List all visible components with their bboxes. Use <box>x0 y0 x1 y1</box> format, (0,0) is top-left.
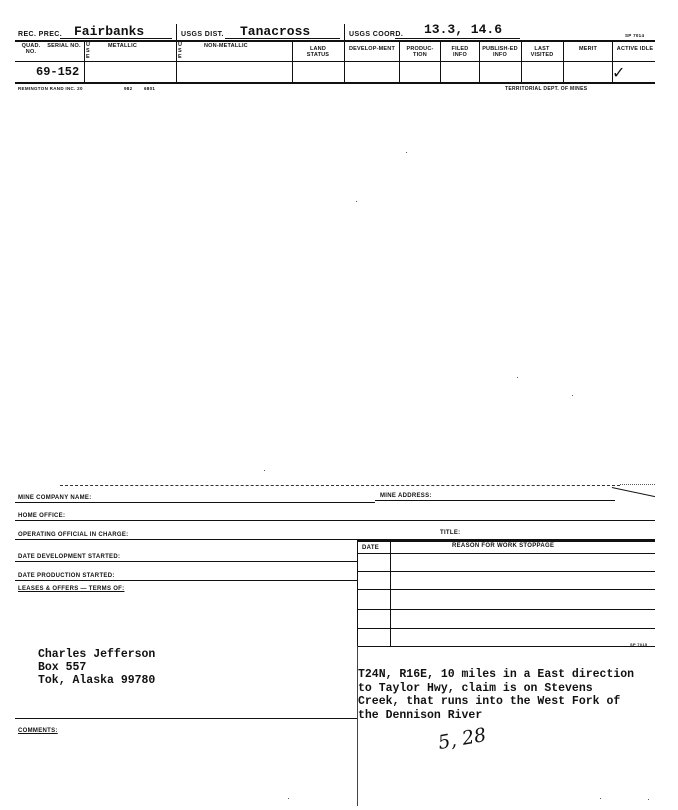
stoppage-left-border <box>357 540 358 646</box>
owner-name: Charles Jefferson <box>38 648 156 661</box>
stoppage-row-1 <box>357 571 655 572</box>
date-dev-line <box>15 561 357 562</box>
top-grid-line-3 <box>15 82 655 84</box>
usgs-dist-value: Tanacross <box>240 24 311 39</box>
hdr-metallic: METALLIC <box>108 43 137 49</box>
comments-label: COMMENTS: <box>18 728 58 734</box>
top-grid-line-1 <box>15 40 655 42</box>
hdr-development: DEVELOP-MENT <box>348 46 396 52</box>
date-dev-started-label: DATE DEVELOPMENT STARTED: <box>18 554 121 560</box>
usgs-dist-label: USGS DIST. <box>181 31 224 38</box>
hdr-last-visited: LAST VISITED <box>530 46 554 58</box>
stoppage-date-divider <box>390 540 391 646</box>
stoppage-table-top <box>357 540 655 542</box>
hdr-production: PRODUC-TION <box>406 46 434 58</box>
speck <box>517 377 518 378</box>
speck <box>600 798 601 799</box>
location-line-1: T24N, R16E, 10 miles in a East direction <box>358 668 635 681</box>
hdr-use-prefix-nonmetallic: U S E <box>178 42 183 60</box>
usgs-coord-underline <box>395 38 520 39</box>
usgs-coord-label: USGS COORD. <box>349 31 404 38</box>
date-prod-line <box>15 580 357 581</box>
top-form-number: SP 7014 <box>625 33 645 38</box>
home-office-label: HOME OFFICE: <box>18 513 66 519</box>
footer-code-1: 982 <box>124 86 133 91</box>
bottom-form-number: SP 7015 <box>630 642 648 647</box>
title-label: TITLE: <box>440 530 461 536</box>
hdr-land-status: LAND STATUS <box>306 46 330 58</box>
hdr-active-idle: ACTIVE IDLE <box>616 46 654 52</box>
owner-address-block <box>38 648 155 687</box>
stoppage-row-2 <box>357 589 655 590</box>
footer-dept: TERRITORIAL DEPT. OF MINES <box>505 86 588 92</box>
hdr-non-metallic: NON-METALLIC <box>204 43 248 49</box>
card-top-edge-right <box>620 484 655 485</box>
stoppage-row-5 <box>357 646 655 647</box>
comments-top-line <box>15 718 357 719</box>
stoppage-row-3 <box>357 609 655 610</box>
hdr-published-info: PUBLISH-ED INFO <box>482 46 518 58</box>
date-col-label: DATE <box>362 545 380 551</box>
top-vdiv-1 <box>176 24 177 82</box>
reason-col-label: REASON FOR WORK STOPPAGE <box>452 543 555 549</box>
stoppage-row-4 <box>357 628 655 629</box>
stoppage-header-line <box>357 553 655 554</box>
top-vdiv-merit <box>563 40 564 82</box>
mine-company-name-line <box>15 502 375 503</box>
mine-address-line <box>375 500 615 501</box>
hdr-use-prefix-metallic: U S E <box>86 42 91 60</box>
margin-stroke <box>609 487 655 509</box>
speck <box>264 470 265 471</box>
rec-prec-underline <box>60 38 172 39</box>
home-office-line <box>15 520 655 521</box>
top-vdiv-filed <box>440 40 441 82</box>
owner-city: Tok, Alaska 99780 <box>38 674 156 687</box>
speck <box>356 201 357 202</box>
mine-address-label: MINE ADDRESS: <box>380 493 432 499</box>
active-idle-checkmark: ✓ <box>612 63 626 82</box>
usgs-coord-value: 13.3, 14.6 <box>424 22 503 37</box>
speck <box>572 395 573 396</box>
top-vdiv-2 <box>344 24 345 82</box>
hdr-merit: MERIT <box>578 46 598 52</box>
location-line-2: to Taylor Hwy, claim is on Stevens <box>358 681 593 695</box>
handwritten-note: 5, 28 <box>436 723 488 755</box>
top-vdiv-pub <box>479 40 480 82</box>
date-prod-started-label: DATE PRODUCTION STARTED: <box>18 573 115 579</box>
leases-label: LEASES & OFFERS — TERMS OF: <box>18 586 125 592</box>
usgs-dist-underline <box>225 38 340 39</box>
hdr-filed-info: FILED INFO <box>451 46 469 58</box>
top-vdiv-prod <box>399 40 400 82</box>
top-vdiv-use <box>84 40 85 82</box>
rec-prec-value: Fairbanks <box>74 24 145 39</box>
serial-value: 69-152 <box>36 65 80 79</box>
footer-code-2: 6801 <box>144 86 156 91</box>
location-line-3: Creek, that runs into the West Fork of <box>358 695 621 708</box>
footer-printer: REMINGTON RAND INC. 20 <box>18 86 83 91</box>
speck <box>648 799 649 800</box>
hdr-quad-no: QUAD. NO. <box>21 43 41 55</box>
owner-box: Box 557 <box>38 661 87 674</box>
top-vdiv-land <box>292 40 293 82</box>
rec-prec-label: REC. PREC. <box>18 31 63 38</box>
top-grid-line-2 <box>15 61 655 62</box>
mine-company-name-label: MINE COMPANY NAME: <box>18 495 92 501</box>
speck <box>406 152 407 153</box>
speck <box>288 798 289 799</box>
card-top-edge <box>60 485 620 486</box>
location-description <box>358 668 634 722</box>
operating-official-label: OPERATING OFFICIAL IN CHARGE: <box>18 532 129 538</box>
top-vdiv-last <box>521 40 522 82</box>
bottom-center-divider <box>357 646 358 806</box>
location-line-4: the Dennison River <box>358 708 483 722</box>
hdr-serial-no: SERIAL NO. <box>47 43 81 49</box>
